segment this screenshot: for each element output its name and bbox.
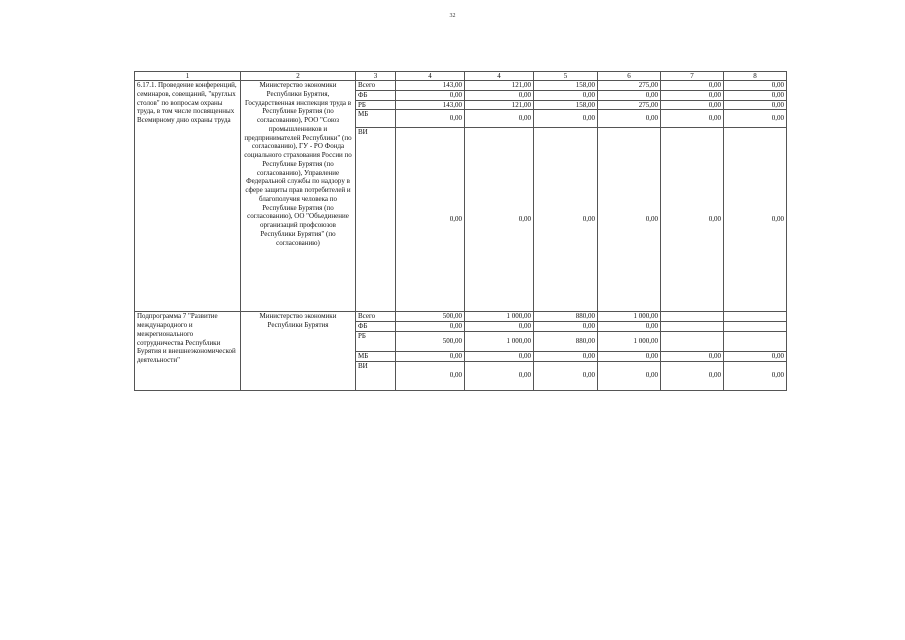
value-cell	[724, 312, 787, 322]
activity-name-cell: Подпрограмма 7 "Развитие международного и межрегионального сотрудничества Республики Бурятия и внешнеэкономической деятельности"	[135, 312, 241, 390]
funding-source-cell: РБ	[356, 100, 396, 110]
value-cell: 0,00	[465, 128, 534, 312]
value-cell: 0,00	[598, 322, 661, 332]
value-cell: 1 000,00	[465, 312, 534, 322]
value-cell	[724, 322, 787, 332]
header-cell: 8	[724, 72, 787, 81]
value-cell: 0,00	[534, 322, 598, 332]
value-cell: 275,00	[598, 81, 661, 91]
value-cell: 0,00	[661, 128, 724, 312]
header-cell: 3	[356, 72, 396, 81]
value-cell: 500,00	[396, 312, 465, 322]
value-cell	[661, 312, 724, 322]
value-cell: 0,00	[534, 361, 598, 390]
value-cell: 143,00	[396, 100, 465, 110]
value-cell: 0,00	[396, 322, 465, 332]
funding-source-cell: Всего	[356, 81, 396, 91]
budget-table	[134, 71, 787, 391]
executor-cell: Министерство экономики Республики Бурятия, Государственная инспекция труда в Республике Бурятия (по согласованию), РОО "Союз промышленников и предпринимателей Республики" (по согласованию), ГУ - РО Фонда социального страхования России по Республике Бурятия (по согласованию), Управление Федеральной службы по надзору в сфере защиты прав потребителей и благополучия человека по Республике Бурятия (по согласованию), ОО "Объединение организаций профсоюзов Республики Бурятия" (по согласованию)	[241, 81, 356, 312]
executor-cell: Министерство экономики Республики Бурятия	[241, 312, 356, 390]
value-cell: 275,00	[598, 100, 661, 110]
funding-source-cell: ВИ	[356, 361, 396, 390]
value-cell	[661, 331, 724, 351]
header-cell: 4	[465, 72, 534, 81]
header-cell: 2	[241, 72, 356, 81]
value-cell: 0,00	[534, 128, 598, 312]
value-cell: 0,00	[598, 110, 661, 128]
value-cell: 0,00	[465, 110, 534, 128]
value-cell: 0,00	[724, 90, 787, 100]
value-cell: 0,00	[396, 110, 465, 128]
value-cell: 121,00	[465, 100, 534, 110]
value-cell: 0,00	[661, 90, 724, 100]
header-cell: 7	[661, 72, 724, 81]
value-cell: 1 000,00	[598, 331, 661, 351]
funding-source-cell: ВИ	[356, 128, 396, 312]
value-cell: 0,00	[661, 81, 724, 91]
header-cell: 6	[598, 72, 661, 81]
value-cell: 880,00	[534, 312, 598, 322]
header-cell: 4	[396, 72, 465, 81]
value-cell: 0,00	[534, 90, 598, 100]
page-number: 32	[449, 13, 456, 19]
value-cell	[724, 331, 787, 351]
value-cell: 0,00	[465, 90, 534, 100]
table-row	[135, 312, 787, 322]
funding-source-cell: РБ	[356, 331, 396, 351]
value-cell: 143,00	[396, 81, 465, 91]
value-cell: 0,00	[396, 90, 465, 100]
value-cell: 0,00	[598, 361, 661, 390]
value-cell: 1 000,00	[598, 312, 661, 322]
value-cell: 0,00	[661, 361, 724, 390]
value-cell: 0,00	[465, 361, 534, 390]
value-cell: 0,00	[661, 110, 724, 128]
value-cell: 0,00	[598, 90, 661, 100]
value-cell: 0,00	[724, 361, 787, 390]
value-cell: 0,00	[396, 351, 465, 361]
value-cell: 0,00	[534, 351, 598, 361]
value-cell: 0,00	[465, 322, 534, 332]
value-cell: 0,00	[724, 100, 787, 110]
header-cell: 1	[135, 72, 241, 81]
value-cell: 1 000,00	[465, 331, 534, 351]
header-row	[135, 72, 787, 81]
value-cell: 0,00	[724, 351, 787, 361]
value-cell: 0,00	[396, 128, 465, 312]
value-cell: 0,00	[534, 110, 598, 128]
value-cell: 0,00	[465, 351, 534, 361]
value-cell	[661, 322, 724, 332]
funding-source-cell: Всего	[356, 312, 396, 322]
funding-source-cell: ФБ	[356, 322, 396, 332]
header-cell: 5	[534, 72, 598, 81]
value-cell: 500,00	[396, 331, 465, 351]
value-cell: 0,00	[598, 351, 661, 361]
value-cell: 880,00	[534, 331, 598, 351]
value-cell: 0,00	[724, 81, 787, 91]
activity-name-cell: 6.17.1. Проведение конференций, семинаров, совещаний, "круглых столов" по вопросам охраны труда, в том числе посвященных Всемирному дню охраны труда	[135, 81, 241, 312]
value-cell: 0,00	[724, 128, 787, 312]
value-cell: 0,00	[724, 110, 787, 128]
value-cell: 0,00	[598, 128, 661, 312]
value-cell: 0,00	[396, 361, 465, 390]
table-row	[135, 81, 787, 91]
value-cell: 121,00	[465, 81, 534, 91]
value-cell: 158,00	[534, 100, 598, 110]
funding-source-cell: МБ	[356, 351, 396, 361]
value-cell: 158,00	[534, 81, 598, 91]
value-cell: 0,00	[661, 100, 724, 110]
funding-source-cell: ФБ	[356, 90, 396, 100]
funding-source-cell: МБ	[356, 110, 396, 128]
value-cell: 0,00	[661, 351, 724, 361]
